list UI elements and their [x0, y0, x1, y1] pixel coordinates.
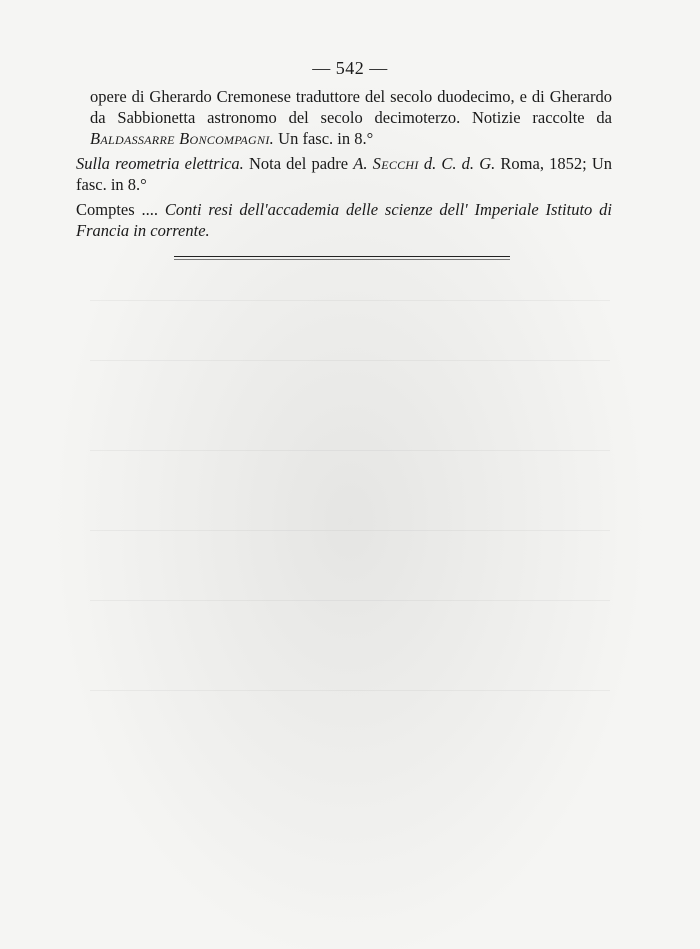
bleed-through-line: [90, 530, 610, 531]
bleed-through-line: [90, 690, 610, 691]
bibliography-entry-1: [76, 86, 612, 149]
entry-2-text: Nota del padre: [243, 154, 354, 173]
section-rule: [174, 256, 510, 257]
entry-2-author-initial: A.: [353, 154, 373, 173]
entry-3-lead: Comptes ....: [76, 200, 159, 219]
entry-1-author: Baldassarre Boncompagni.: [90, 129, 275, 148]
section-rule-thin: [174, 259, 510, 260]
page-number: — 542 —: [312, 58, 388, 78]
entry-2-title: Sulla reometria elettrica.: [76, 154, 244, 173]
bibliography-list: [76, 86, 612, 245]
bleed-through-line: [90, 360, 610, 361]
bleed-through-line: [90, 300, 610, 301]
entry-2-author-name: Secchi: [372, 154, 419, 173]
bibliography-entry-2: [76, 153, 612, 195]
entry-1-text: opere di Gherardo Cremonese traduttore del secolo duodecimo, e di Gherardo da Sabbionetta astronomo del secolo decimoterzo. Notizie raccolte da: [90, 87, 612, 127]
entry-1-format: Un fasc. in 8.°: [274, 129, 374, 148]
entry-3-title: Conti resi dell'accademia delle scienze dell' Imperiale Istituto di Francia in corrente.: [76, 200, 612, 240]
entry-2-publication: Roma, 1852; Un fasc. in 8.°: [76, 154, 612, 194]
bleed-through-line: [90, 600, 610, 601]
bleed-through-line: [90, 450, 610, 451]
bibliography-entry-3: [76, 199, 612, 241]
entry-2-author-order: d. C. d. G.: [418, 154, 496, 173]
